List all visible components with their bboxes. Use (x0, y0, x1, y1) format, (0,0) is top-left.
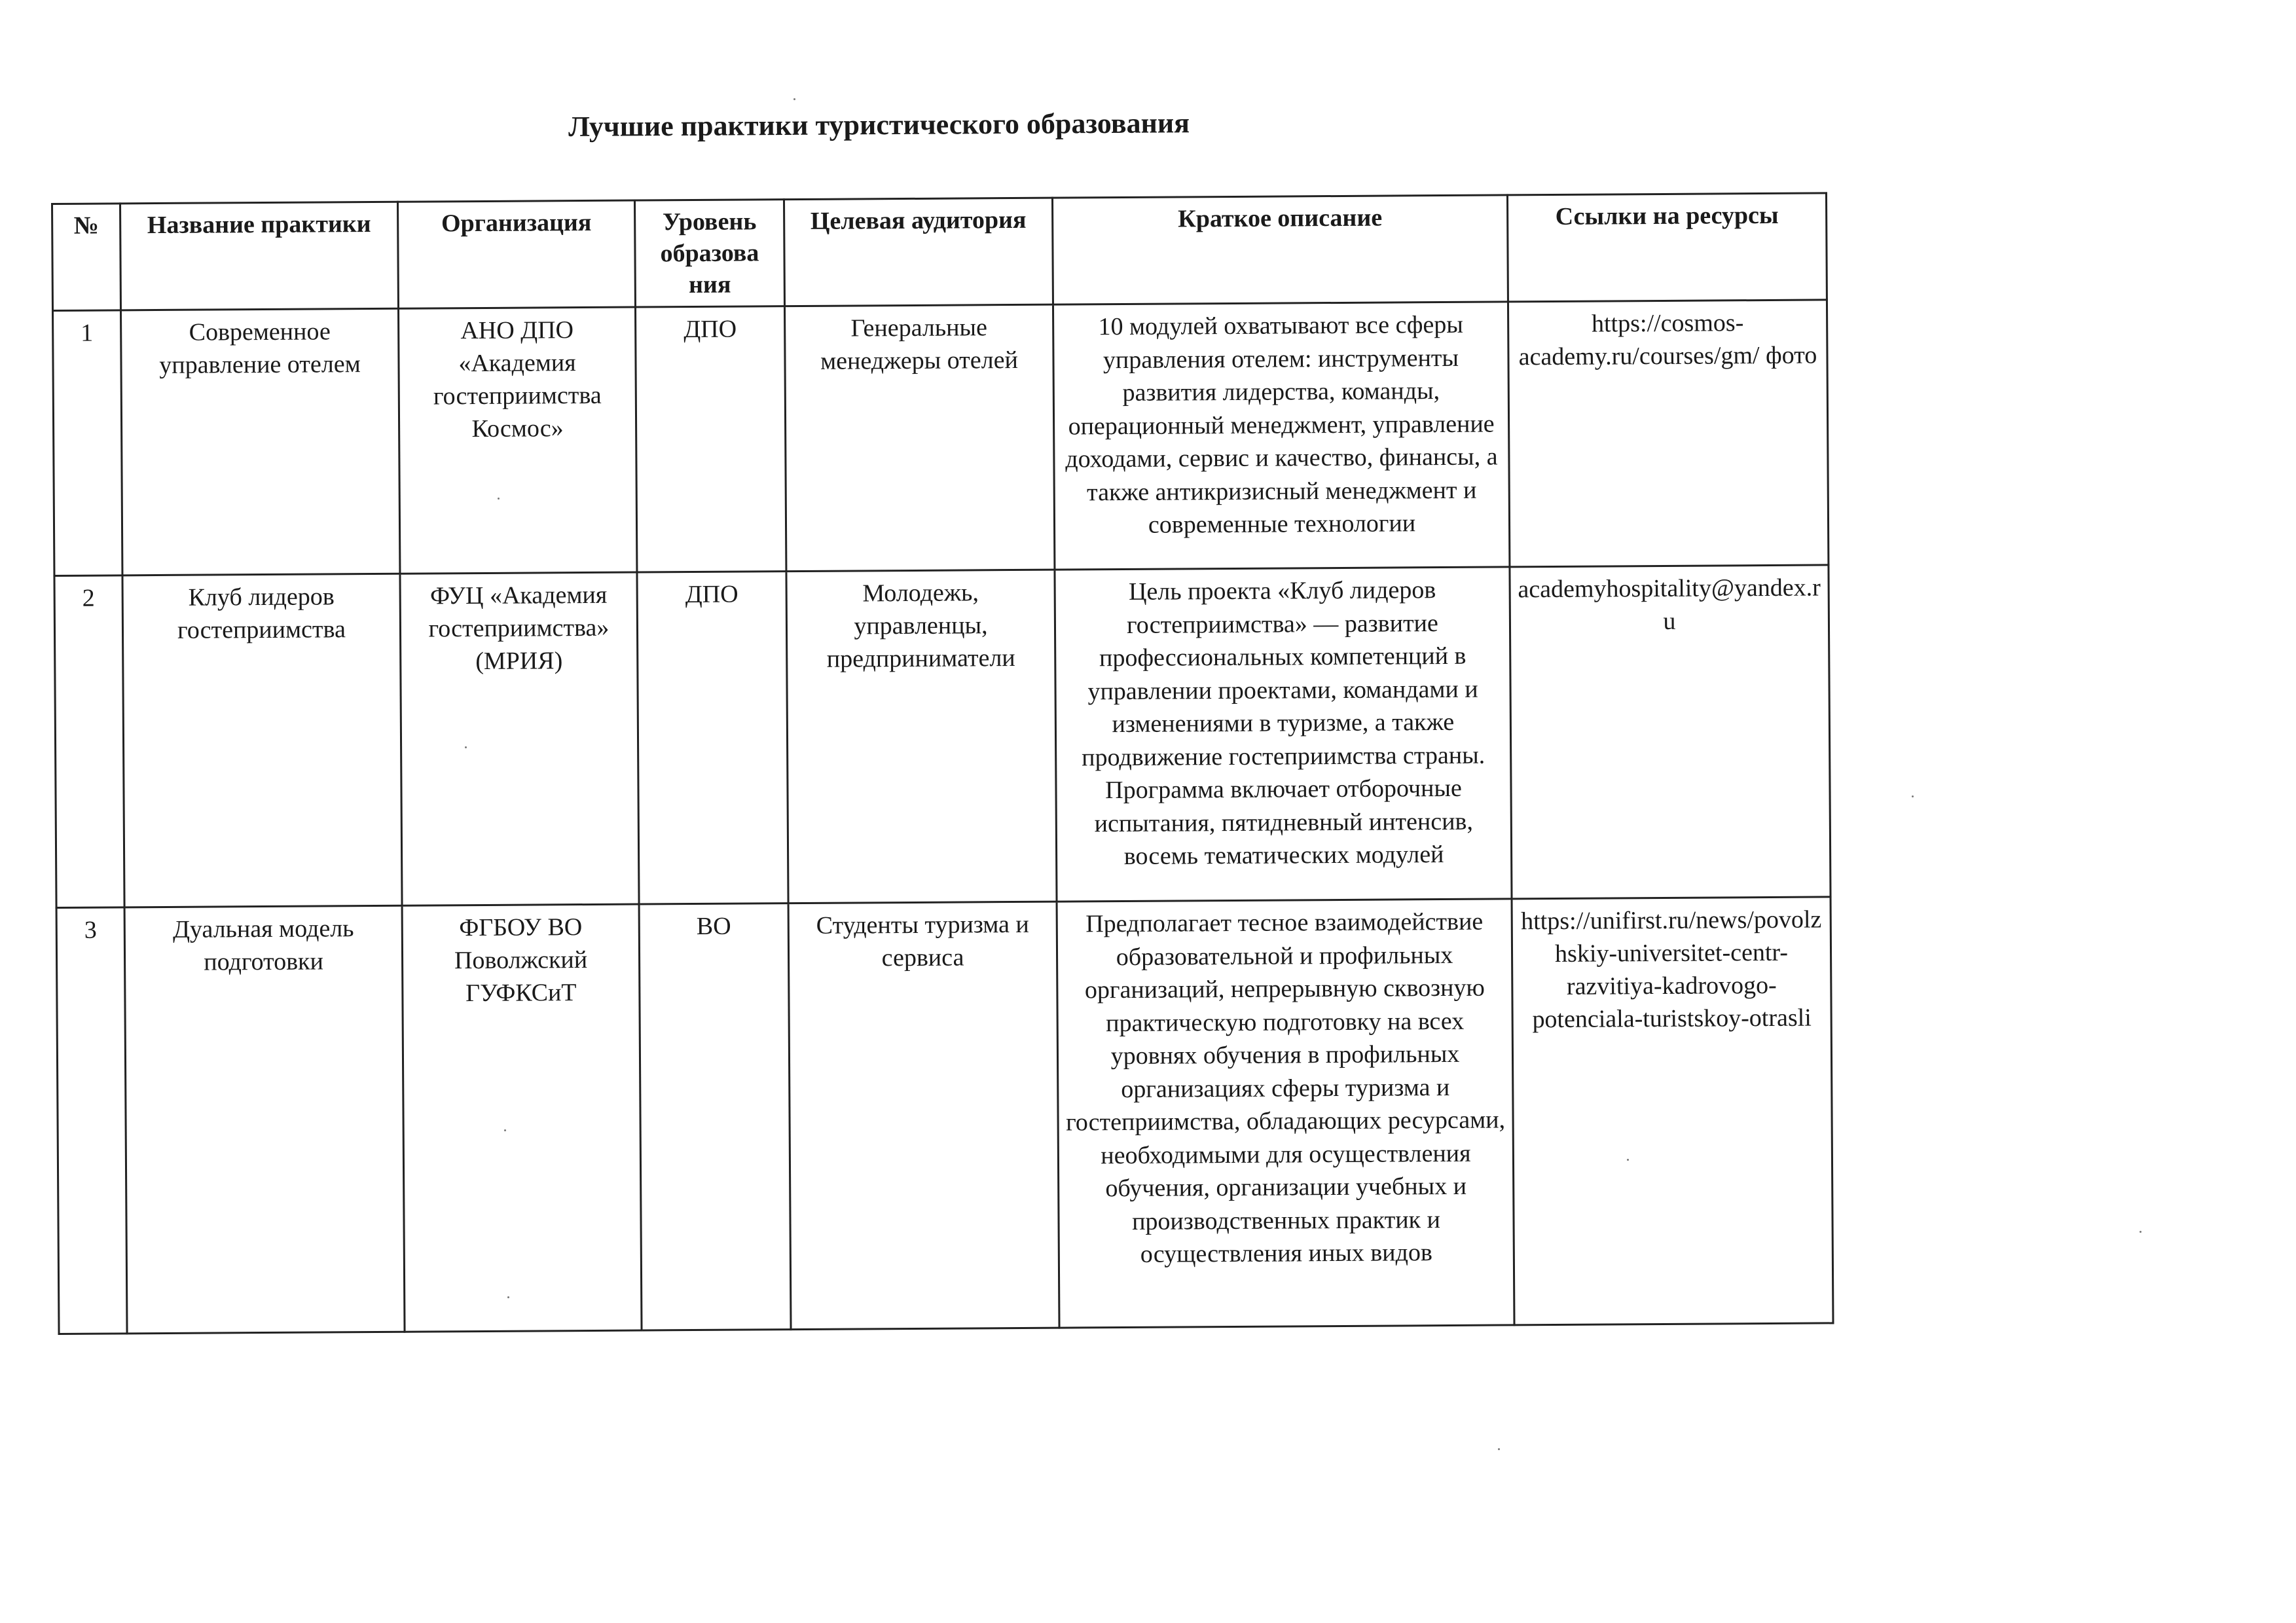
header-audience: Целевая аудитория (784, 198, 1053, 306)
scan-speck (2140, 1231, 2141, 1233)
cell-name: Современное управление отелем (121, 308, 400, 575)
table-header-row (52, 193, 1827, 311)
cell-audience: Генеральные менеджеры отелей (784, 304, 1054, 571)
cell-level: ВО (639, 903, 791, 1330)
cell-description: 10 модулей охватывают все сферы управления отелем: инструменты развития лидерства, команды, операционный менеджмент, управление доходами, сервис и качество, финансы, а также антикризисный менеджмент и современные технологии (1053, 302, 1509, 570)
cell-org: АНО ДПО «Академия гостеприимства Космос» (398, 307, 636, 574)
scan-speck (1627, 1159, 1629, 1161)
cell-num: 2 (54, 575, 124, 908)
cell-audience: Молодежь, управленцы, предприниматели (786, 570, 1057, 903)
scan-speck (1912, 795, 1914, 797)
cell-level: ДПО (637, 572, 788, 904)
cell-level: ДПО (635, 306, 786, 572)
cell-name: Клуб лидеров гостеприимства (122, 574, 402, 907)
scan-speck (498, 498, 500, 500)
cell-org: ФГБОУ ВО Поволжский ГУФКСиТ (402, 904, 642, 1332)
header-links: Ссылки на ресурсы (1507, 193, 1827, 302)
cell-org: ФУЦ «Академия гостеприимства» (МРИЯ) (400, 572, 639, 905)
header-num: № (52, 204, 121, 311)
table-row (56, 897, 1833, 1334)
scan-speck (1498, 1448, 1500, 1450)
scan-speck (793, 98, 795, 100)
cell-num: 3 (56, 907, 127, 1334)
page-title: Лучшие практики туристического образования (568, 107, 1190, 143)
scan-speck (504, 1129, 506, 1131)
cell-num: 1 (53, 310, 122, 576)
practices-table (51, 192, 1834, 1335)
table-row (54, 565, 1831, 908)
cell-links: academyhospitality@yandex.ru (1510, 565, 1831, 899)
scan-speck (465, 746, 467, 748)
cell-description: Цель проекта «Клуб лидеров гостеприимства» — развитие профессиональных компетенций в управлении проектами, командами и изменениями в туризме, а также продвижение гостеприимства страны. Программа включает отборочные испытания, пятидневный интенсив, восемь тематических модулей (1055, 567, 1512, 902)
cell-description: Предполагает тесное взаимодействие образовательной и профильных организаций, непрерывную сквозную практическую подготовку на всех уровнях обучения в профильных организациях сферы туризма и гостеприимства, обладающих ресурсами, необходимыми для осуществления обучения, организации учебных и производственных практик и осуществления иных видов (1057, 899, 1514, 1328)
cell-name: Дуальная модель подготовки (124, 905, 405, 1334)
header-org: Организация (397, 200, 635, 308)
header-name: Название практики (120, 202, 399, 310)
cell-audience: Студенты туризма и сервиса (788, 902, 1059, 1329)
cell-links: https://cosmos-academy.ru/courses/gm/ фото (1508, 300, 1828, 567)
header-level: Уровень образова ния (634, 200, 784, 307)
scan-speck (507, 1296, 509, 1298)
cell-links: https://unifirst.ru/news/povolzhskiy-universitet-centr-razvitiya-kadrovogo-potenciala-turistskoy-otrasli (1512, 897, 1833, 1325)
table-row (53, 300, 1829, 576)
header-description: Краткое описание (1052, 195, 1508, 304)
